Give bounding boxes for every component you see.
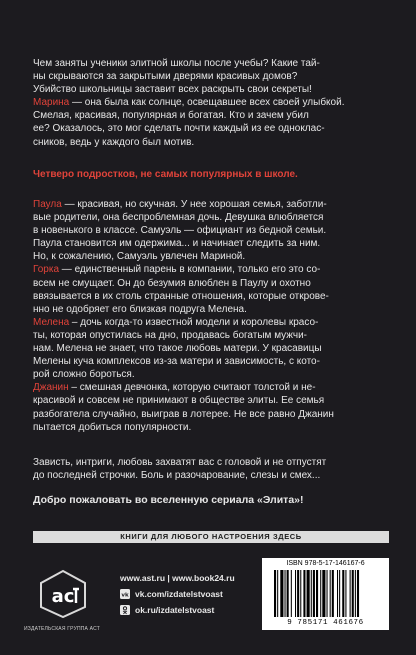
character-text: – дочь когда-то известной модели и королевы красо-: [69, 316, 319, 328]
publisher-caption: ИЗДАТЕЛЬСКАЯ ГРУППА АСТ: [24, 626, 100, 632]
promo-banner: КНИГИ ДЛЯ ЛЮБОГО НАСТРОЕНИЯ ЗДЕСЬ: [33, 531, 389, 543]
barcode-bar: [311, 570, 312, 617]
character-text: ты, которая опустилась на дно, продавась богатым мужчи-: [33, 329, 307, 341]
character-text: всем не смущает. Он до безумия влюблен в Паулу и охотно: [33, 277, 311, 289]
barcode-bar: [339, 570, 340, 617]
character-text: – смешная девчонка, которую считают толстой и не-: [68, 382, 316, 394]
character-descriptions: [33, 198, 378, 434]
intro-line: ее? Оказалось, это мог сделать почти каждый из ее одноклас-: [33, 123, 325, 135]
barcode-bar: [316, 570, 318, 617]
barcode-bar: [357, 570, 359, 617]
character-first-line: [33, 316, 378, 329]
character-first-line: [33, 198, 378, 211]
isbn-label: ISBN 978-5-17-146167-6: [286, 560, 365, 567]
character-name-janin: Джанин: [33, 382, 69, 394]
character-text: в новенького в классе. Самуэль — официант из бедной семьи.: [33, 225, 327, 237]
closing-line: Зависть, интриги, любовь захватят вас с головой и не отпустят: [33, 457, 327, 468]
barcode: [262, 558, 389, 630]
character-text: — единственный парень в компании, только его это со-: [59, 264, 321, 276]
svg-text:vk: vk: [121, 592, 129, 599]
intro-line-marina: [33, 96, 378, 109]
sites-row: [120, 570, 235, 586]
barcode-bar: [330, 570, 331, 617]
character-first-line: [33, 381, 378, 394]
sites-link[interactable]: www.ast.ru | www.book24.ru: [120, 573, 235, 583]
publisher-links: [120, 570, 235, 618]
barcode-bar: [303, 570, 305, 617]
barcode-bar: [322, 570, 325, 617]
character-text: нам. Мелена не знает, что такое любовь матери. У красавицы: [33, 343, 322, 355]
character-name-melena: Мелена: [33, 316, 70, 328]
barcode-bar: [307, 570, 310, 617]
character-name-paula: Паула: [33, 199, 62, 210]
intro-line: Смелая, красивая, популярная и богатая. Кто и зачем убил: [33, 110, 309, 122]
character-text: рой сложно бороться.: [33, 369, 135, 381]
barcode-bar: [300, 570, 301, 617]
character-first-line: [33, 263, 378, 276]
intro-line: ны скрываются за закрытыми дверями красивых домов?: [33, 71, 298, 83]
closing-paragraph: [33, 456, 378, 482]
character-text: Паула становится им одержима... и начинает следить за ним.: [33, 238, 321, 250]
welcome-line: Добро пожаловать во вселенную сериала «Элита»!: [33, 494, 304, 506]
character-name-marina: Марина: [33, 97, 70, 109]
barcode-bar: [342, 570, 344, 617]
character-name-gorka: Горка: [33, 264, 60, 276]
vk-icon: [120, 589, 130, 599]
barcode-bar: [332, 570, 334, 617]
character-text: Мелены куча комплексов из-за матери и зависимость, с кото-: [33, 356, 320, 368]
barcode-bar: [352, 570, 354, 617]
barcode-bar: [280, 570, 283, 617]
barcode-bar: [327, 570, 328, 617]
ok-link[interactable]: ok.ru/izdatelstvoast: [135, 605, 215, 615]
character-text: нно не одобряет его близкая подруга Мелена.: [33, 303, 247, 315]
character-text: — красивая, но скучная. У нее хорошая семья, заботли-: [61, 199, 327, 210]
barcode-bar: [345, 570, 346, 617]
intro-line: сников, ведь у каждого был мотив.: [33, 136, 195, 148]
vk-link[interactable]: vk.com/izdatelstvoast: [135, 589, 223, 599]
tagline: Четверо подростков, не самых популярных в школе.: [33, 169, 298, 180]
svg-text:ac: ac: [51, 586, 75, 607]
intro-line-rest: — она была как солнце, освещавшее всех своей улыбкой.: [69, 97, 345, 109]
character-text: красивой и совсем не принимают в обществе элиты. Ее семья: [33, 395, 325, 407]
intro-line: Чем заняты ученики элитной школы после учебы? Какие тай-: [33, 58, 320, 69]
ast-logo-icon: [33, 569, 93, 619]
barcode-bar: [313, 570, 315, 617]
barcode-bar: [320, 570, 321, 617]
barcode-bar: [277, 570, 278, 617]
character-text: вые родители, она беспроблемная дочь. Девушка влюбляется: [33, 212, 324, 224]
barcode-bar: [297, 570, 299, 617]
barcode-bar: [350, 570, 351, 617]
barcode-bar: [295, 570, 296, 617]
vk-row: [120, 586, 235, 602]
barcode-bar: [287, 570, 289, 617]
character-text: ввязывается в их столь странные отношения, которые открове-: [33, 290, 329, 302]
character-text: пытается добиться популярности.: [33, 421, 192, 433]
barcode-bar: [337, 570, 338, 617]
barcode-bar: [285, 570, 286, 617]
ean-number: 9 785171 461676: [287, 619, 364, 627]
ok-icon: [120, 605, 130, 615]
barcode-bar: [355, 570, 356, 617]
ok-row: [120, 602, 235, 618]
barcode-bar: [274, 570, 276, 617]
character-text: разбогатела случайно, выиграв в лотерее. Не все равно Джанин: [33, 408, 334, 420]
intro-paragraph: [33, 57, 378, 149]
character-text: Но, к сожалению, Самуэль увлечен Мариной.: [33, 251, 246, 263]
barcode-bar: [291, 570, 292, 617]
intro-line: Убийство школьницы заставит всех раскрыть свои секреты!: [33, 84, 312, 96]
closing-line: до последней строчки. Боль и разочарование, слезы и смех...: [33, 470, 321, 482]
